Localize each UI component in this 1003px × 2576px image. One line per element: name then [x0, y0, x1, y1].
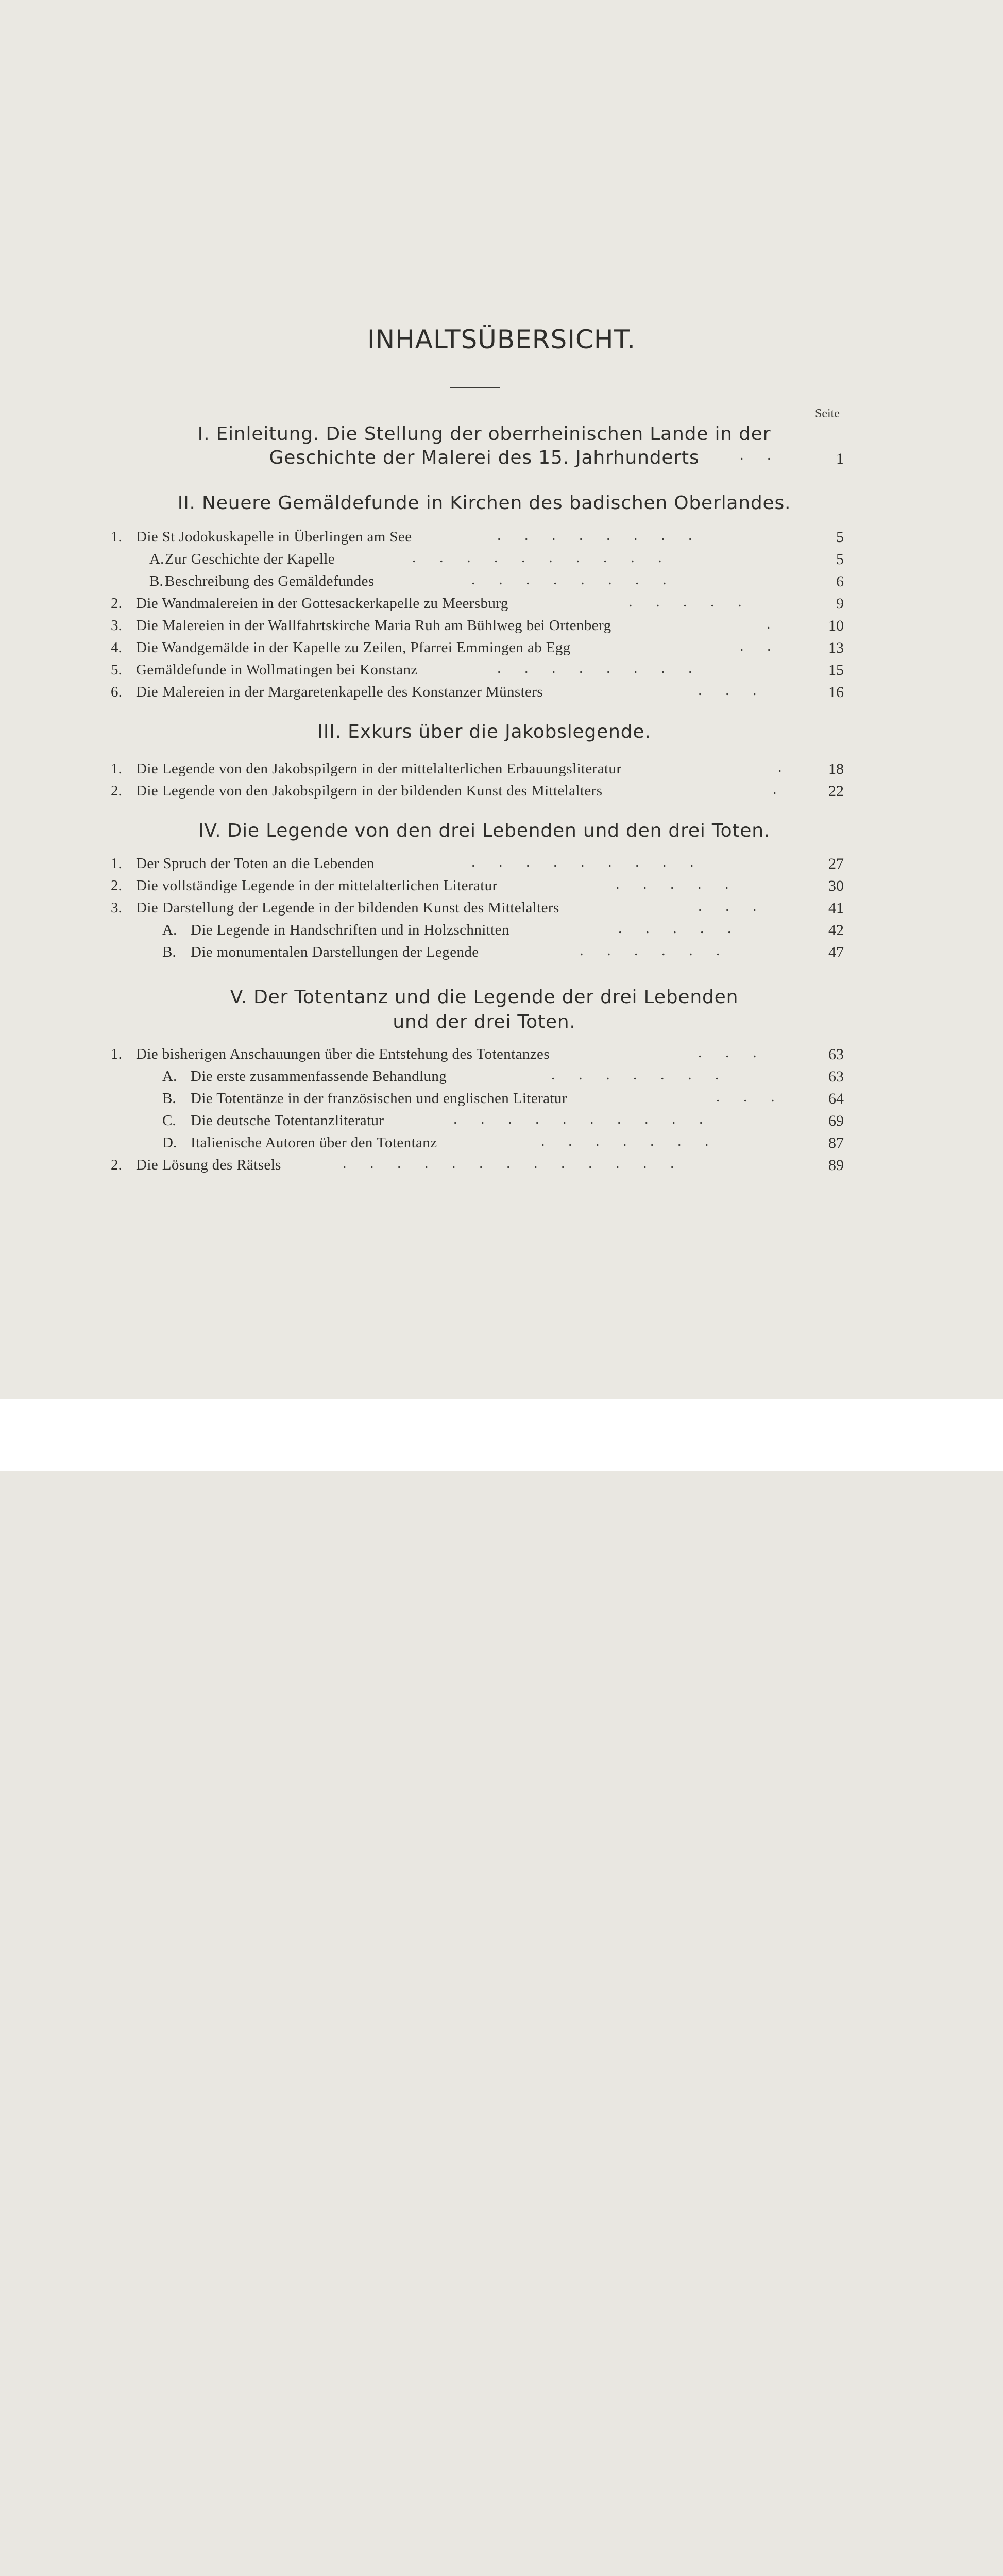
entry-number: 3. [111, 900, 122, 916]
toc-entry: Die Darstellung der Legende in der bildenden Kunst des Mittelalters [136, 900, 559, 916]
entry-page: 15 [828, 662, 844, 679]
toc-entry: Die Legende in Handschriften und in Holzschnitten [191, 922, 509, 938]
entry-page: 42 [828, 922, 844, 939]
section-title-line: Geschichte der Malerei des 15. Jahrhunderts [269, 447, 700, 468]
leader-dots: . . . . . [616, 875, 739, 892]
toc-entry: Die Wandgemälde in der Kapelle zu Zeilen, Pfarrei Emmingen ab Egg [136, 639, 571, 656]
entry-page: 89 [828, 1157, 844, 1174]
toc-entry: Die Malereien in der Wallfahrtskirche Maria Ruh am Bühlweg bei Ortenberg [136, 617, 611, 634]
entry-number: A. [162, 922, 177, 938]
toc-entry: Zur Geschichte der Kapelle [165, 551, 335, 567]
entry-page: 63 [828, 1068, 844, 1085]
toc-entry: Die Wandmalereien in der Gottesackerkapelle zu Meersburg [136, 595, 508, 612]
entry-page: 22 [828, 783, 844, 800]
leader-dots: . . . . . [628, 593, 752, 610]
leader-dots: . . . . . . . . . . [412, 549, 672, 566]
entry-page: 87 [828, 1134, 844, 1151]
entry-number: A. [162, 1068, 177, 1084]
section-4-title [118, 820, 850, 841]
toc-entry: Die deutsche Totentanzliteratur [191, 1112, 384, 1129]
entry-number: 3. [111, 617, 122, 634]
section-title-line: IV. Die Legende von den drei Lebenden und den drei Toten. [198, 820, 771, 841]
entry-page: 18 [828, 760, 844, 777]
entry-number: 1. [111, 760, 122, 777]
leader-dots: . [767, 615, 780, 632]
toc-entry: Die Legende von den Jakobspilgern in der mittelalterlichen Erbauungsliteratur [136, 760, 622, 777]
toc-entry: Die Lösung des Rätsels [136, 1157, 281, 1173]
leader-dots: . . . . . [618, 920, 741, 937]
entry-page: 69 [828, 1112, 844, 1129]
entry-number: C. [162, 1112, 176, 1129]
section-5-title [118, 985, 850, 1035]
toc-entry: Gemäldefunde in Wollmatingen bei Konstanz [136, 662, 418, 678]
leader-dots: . . . . . . . . . . . . . [343, 1155, 684, 1172]
toc-entry: Der Spruch der Toten an die Lebenden [136, 855, 375, 872]
entry-page: 30 [828, 877, 844, 894]
toc-entry: Die St Jodokuskapelle in Überlingen am See [136, 529, 412, 545]
leader-dots: . [773, 781, 787, 798]
entry-number: 1. [111, 1046, 122, 1062]
entry-number: 2. [111, 783, 122, 799]
entry-number: 6. [111, 684, 122, 700]
toc-entry: Die Totentänze in der französischen und englischen Literatur [191, 1090, 567, 1107]
leader-dots: . . [740, 446, 781, 463]
section-title-line: III. Exkurs über die Jakobslegende. [317, 721, 651, 742]
page-column-label: Seite [815, 407, 840, 420]
entry-page: 13 [828, 639, 844, 656]
entry-page: 6 [836, 573, 844, 590]
entry-page: 64 [828, 1090, 844, 1107]
entry-number: B. [149, 573, 163, 589]
leader-dots: . . . . . . . . [497, 659, 702, 676]
leader-dots: . . . [698, 897, 767, 914]
section-3-title [118, 721, 850, 742]
page-title: INHALTSÜBERSICHT. [367, 325, 636, 354]
entry-page: 27 [828, 855, 844, 872]
toc-entry: Die vollständige Legende in der mittelalterlichen Literatur [136, 877, 498, 894]
entry-page: 9 [836, 595, 844, 612]
entry-number: A. [149, 551, 164, 567]
entry-page: 41 [828, 900, 844, 917]
section-1-page: 1 [836, 450, 844, 467]
entry-number: 1. [111, 529, 122, 545]
entry-page: 5 [836, 551, 844, 568]
viewer-footer [0, 1399, 1003, 1471]
section-2-title [118, 493, 850, 514]
toc-entry: Italienische Autoren über den Totentanz [191, 1134, 437, 1151]
section-title-line: I. Einleitung. Die Stellung der oberrheinischen Lande in der [197, 423, 771, 445]
leader-dots: . . . . . . . . [471, 571, 676, 588]
leader-dots: . [778, 758, 792, 775]
entry-number: B. [162, 944, 176, 960]
leader-dots: . . . . . . . . . [471, 853, 704, 870]
entry-page: 5 [836, 529, 844, 546]
leader-dots: . . . . . . . [551, 1066, 729, 1083]
leader-dots: . . . [698, 682, 767, 699]
section-title-line: II. Neuere Gemäldefunde in Kirchen des badischen Oberlandes. [177, 493, 791, 514]
entry-number: D. [162, 1134, 177, 1151]
section-title-line: und der drei Toten. [393, 1011, 576, 1032]
entry-number: 2. [111, 1157, 122, 1173]
section-title-line: V. Der Totentanz und die Legende der drei Lebenden [230, 987, 739, 1008]
leader-dots: . . [740, 637, 781, 654]
leader-dots: . . . [716, 1088, 785, 1105]
title-rule [450, 387, 500, 388]
entry-number: 2. [111, 595, 122, 612]
entry-page: 63 [828, 1046, 844, 1063]
toc-entry: Die bisherigen Anschauungen über die Entstehung des Totentanzes [136, 1046, 550, 1062]
leader-dots: . . . . . . . [541, 1132, 719, 1149]
entry-number: 5. [111, 662, 122, 678]
entry-page: 10 [828, 617, 844, 634]
entry-number: 2. [111, 877, 122, 894]
leader-dots: . . . . . . . . . . [453, 1110, 713, 1127]
entry-number: 1. [111, 855, 122, 872]
leader-dots: . . . [698, 1044, 767, 1061]
toc-entry: Die monumentalen Darstellungen der Legende [191, 944, 479, 960]
entry-page: 16 [828, 684, 844, 701]
toc-entry: Die Malereien in der Margaretenkapelle des Konstanzer Münsters [136, 684, 543, 700]
leader-dots: . . . . . . [580, 942, 730, 959]
toc-entry: Die erste zusammenfassende Behandlung [191, 1068, 447, 1084]
leader-dots: . . . . . . . . [497, 527, 702, 544]
toc-entry: Beschreibung des Gemäldefundes [165, 573, 375, 589]
entry-number: B. [162, 1090, 176, 1107]
entry-number: 4. [111, 639, 122, 656]
toc-entry: Die Legende von den Jakobspilgern in der bildenden Kunst des Mittelalters [136, 783, 603, 799]
entry-page: 47 [828, 944, 844, 961]
